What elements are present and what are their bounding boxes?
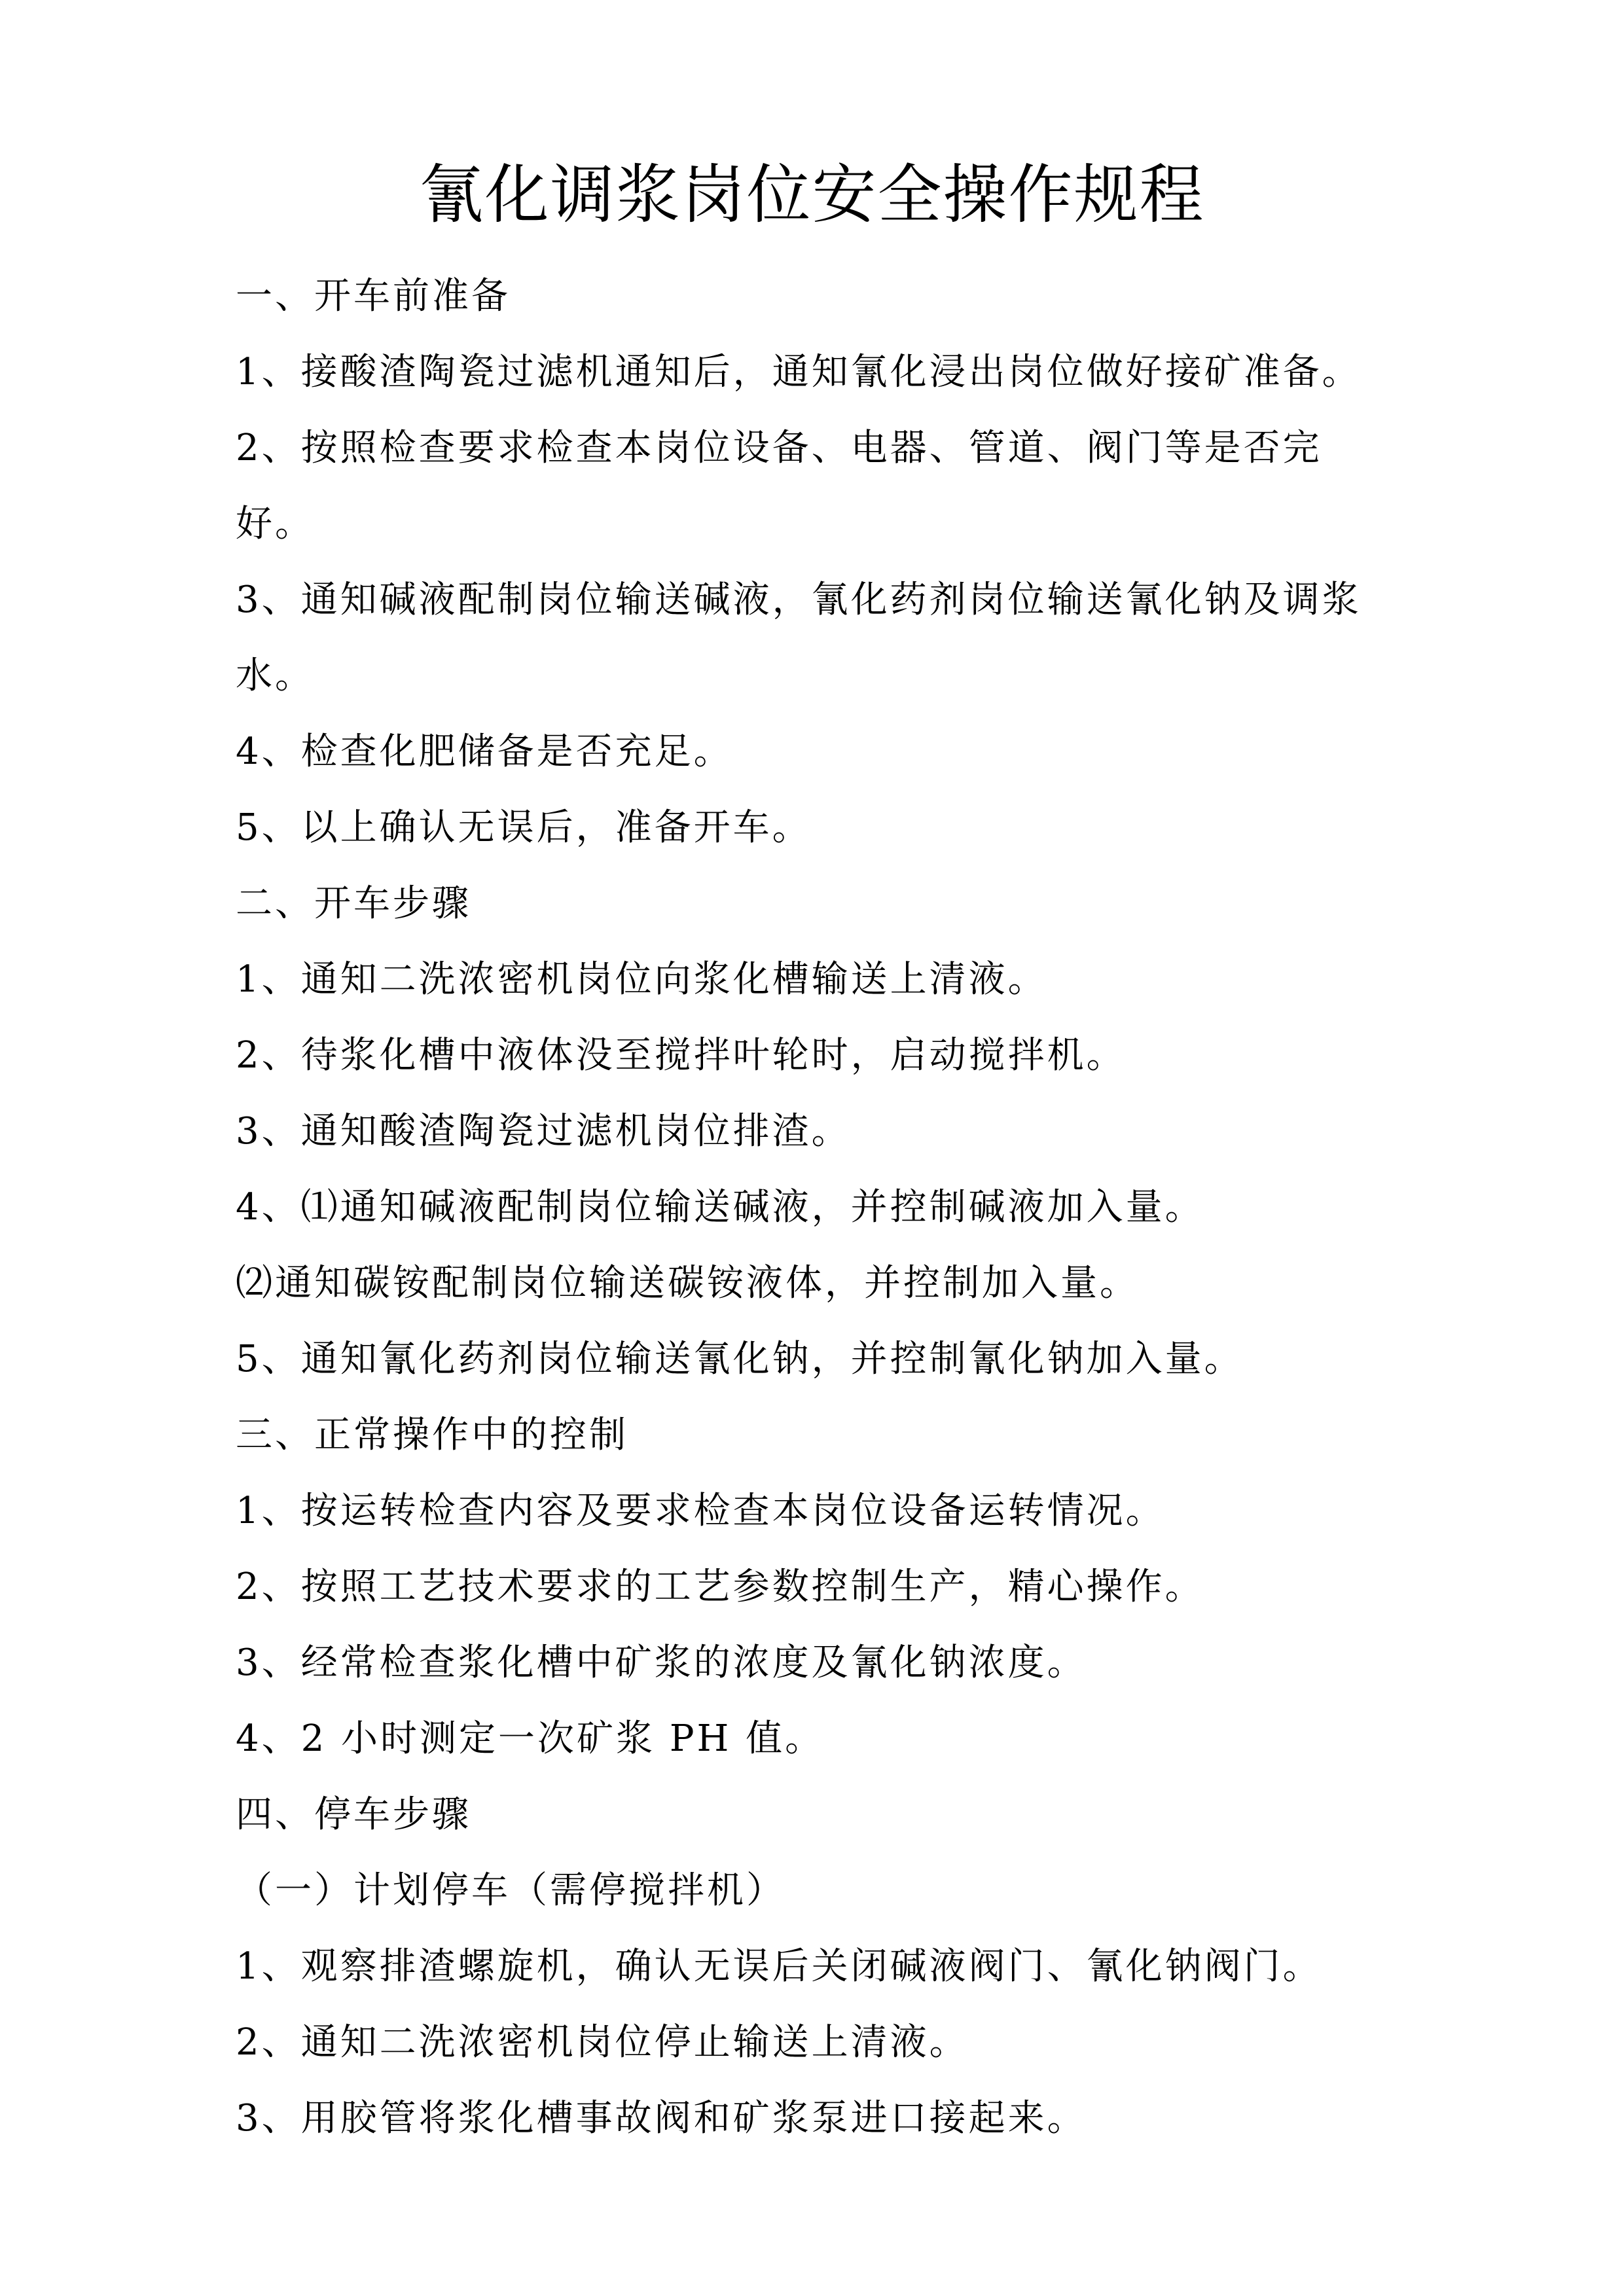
paragraph-line: 1、通知二洗浓密机岗位向浆化槽输送上清液。 [236,958,1047,1001]
paragraph-line: 2、通知二洗浓密机岗位停止输送上清液。 [236,2021,969,2064]
paragraph-line: 5、以上确认无误后，准备开车。 [236,806,812,849]
section-heading: 四、停车步骤 [236,1793,471,1836]
section-heading: 一、开车前准备 [236,275,511,317]
paragraph-line: 3、经常检查浆化槽中矿浆的浓度及氰化钠浓度。 [236,1641,1087,1684]
paragraph-line: ⑵通知碳铵配制岗位输送碳铵液体，并控制加入量。 [236,1262,1139,1304]
paragraph-line: 好。 [236,503,314,545]
paragraph-line: 3、用胶管将浆化槽事故阀和矿浆泵进口接起来。 [236,2097,1087,2140]
paragraph-line: 3、通知酸渣陶瓷过滤机岗位排渣。 [236,1110,851,1153]
paragraph-line: 2、按照检查要求检查本岗位设备、电器、管道、阀门等是否完 [236,427,1322,469]
paragraph-line: 4、检查化肥储备是否充足。 [236,730,733,773]
document-body [236,259,1401,2157]
paragraph-line: 1、观察排渣螺旋机，确认无误后关闭碱液阀门、氰化钠阀门。 [236,1945,1322,1988]
paragraph-line: 水。 [236,655,314,697]
document-title: 氰化调浆岗位安全操作规程 [419,158,1205,232]
paragraph-line: 1、接酸渣陶瓷过滤机通知后，通知氰化浸出岗位做好接矿准备。 [236,351,1362,393]
paragraph-line: 2、按照工艺技术要求的工艺参数控制生产，精心操作。 [236,1566,1204,1608]
section-heading: 二、开车步骤 [236,882,471,925]
paragraph-line: 4、2 小时测定一次矿浆 PH 值。 [236,1717,825,1760]
paragraph-line: 3、通知碱液配制岗位输送碱液，氰化药剂岗位输送氰化钠及调浆 [236,579,1362,621]
subsection-heading: （一）计划停车（需停搅拌机） [236,1869,785,1912]
paragraph-line: 1、按运转检查内容及要求检查本岗位设备运转情况。 [236,1490,1165,1532]
paragraph-line: 4、⑴通知碱液配制岗位输送碱液，并控制碱液加入量。 [236,1186,1204,1229]
section-heading: 三、正常操作中的控制 [236,1414,628,1456]
paragraph-line: 5、通知氰化药剂岗位输送氰化钠，并控制氰化钠加入量。 [236,1338,1244,1380]
paragraph-line: 2、待浆化槽中液体没至搅拌叶轮时，启动搅拌机。 [236,1034,1126,1077]
